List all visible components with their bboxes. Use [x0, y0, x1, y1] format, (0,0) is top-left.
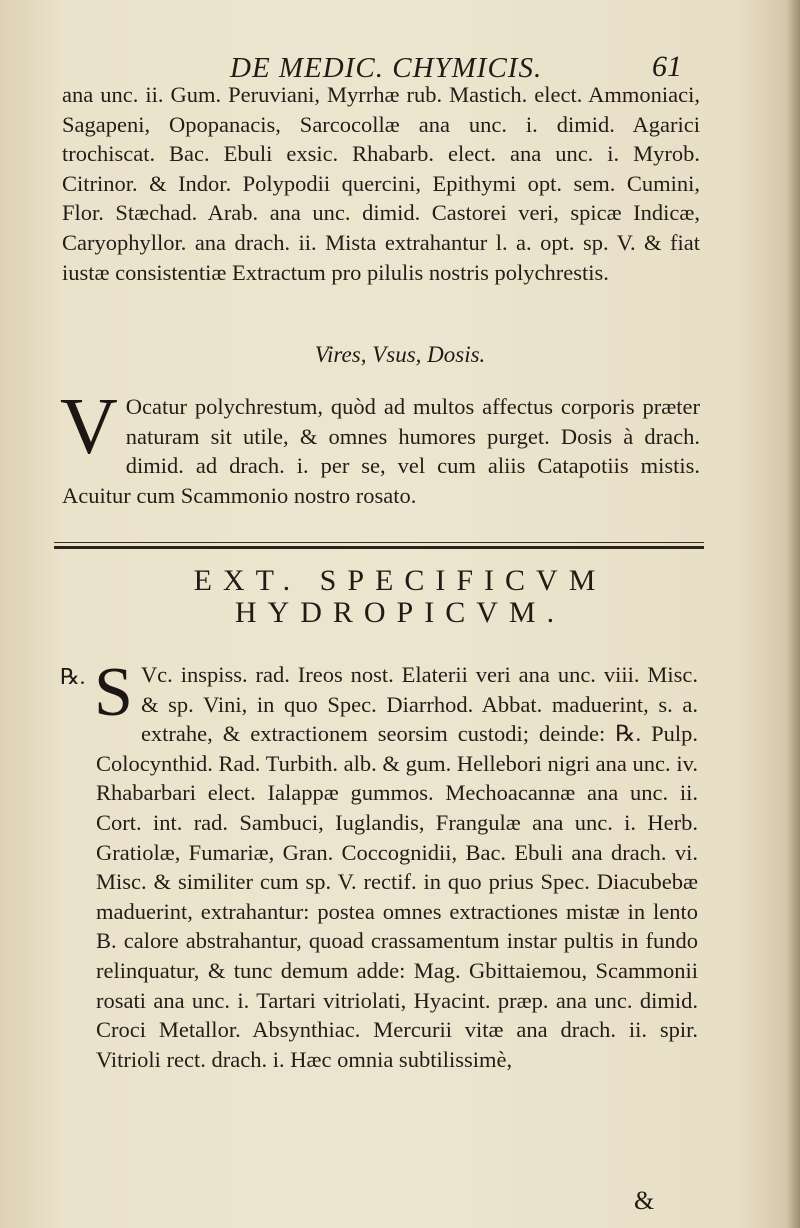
catchword: &: [634, 1186, 655, 1215]
divider-thin-line: [54, 542, 704, 543]
intro-text: ana unc. ii. Gum. Peruviani, Myrrhæ rub. Mastich. elect. Ammoniaci, Sagapeni, Opopanacis, Sarcocollæ ana unc. i. dimid. Agarici trochiscat. Bac. Ebuli exsic. Rhabarb. elect. ana unc. i. Myrob. Citrinor. & Indor. Polypodii quercini, Epithymi opt. sem. Cumini, Flor. Stæchad. Arab. ana unc. dimid. Castorei veri, spicæ Indicæ, Caryophyllor. ana drach. ii. Mista extrahantur l. a. opt. sp. V. & fiat iustæ consistentiæ Extractum pro pilulis nostris polychrestis.: [62, 82, 700, 285]
section-divider: [54, 542, 704, 549]
page-number: 61: [652, 50, 682, 83]
subheading: Vires, Vsus, Dosis.: [314, 342, 486, 367]
recipe-paragraph: [94, 654, 698, 1074]
recipe-symbol: ℞.: [60, 664, 86, 689]
intro-paragraph: [62, 80, 700, 287]
drop-cap: V: [60, 383, 118, 471]
vires-text: Ocatur polychrestum, quòd ad multos affectus corporis præter naturam sit utile, & omnes humores purget. Dosis à drach. dimid. ad drach. i. per se, vel cum aliis Catapotiis mistis. Acuitur cum Scammonio nostro rosato.: [62, 394, 700, 508]
section-title: [0, 565, 800, 629]
vires-paragraph: [60, 383, 700, 510]
section-title-line-1: EXT. SPECIFICVM: [193, 564, 607, 597]
running-head: DE MEDIC. CHYMICIS.: [230, 52, 543, 84]
section-title-line-2: HYDROPICVM.: [234, 596, 566, 629]
recipe-text: Vc. inspiss. rad. Ireos nost. Elaterii veri ana unc. viii. Misc. & sp. Vini, in quo Spec. Diarrhod. Abbat. maduerint, s. a. extrahe, & extractionem seorsim custodi; deinde: ℞. Pulp. Colocynthid. Rad. Turbith. alb. & gum. Hellebori nigri ana unc. iv. Rhabarbari elect. Ialappæ gummos. Mechoacannæ ana unc. ii. Cort. int. rad. Sambuci, Iuglandis, Frangulæ ana unc. i. Herb. Gratiolæ, Fumariæ, Gran. Coccognidii, Bac. Ebuli ana drach. vi. Misc. & similiter cum sp. V. rectif. in quo prius Spec. Diacubebæ maduerint, extrahantur: postea omnes extractiones mistæ in lento B. calore abstrahantur, quoad crassamentum instar pultis in fundo relinquatur, & tunc demum adde: Mag. Gbittaiemou, Scammonii rosati ana unc. i. Tartari vitriolati, Hyacint. præp. ana unc. dimid. Croci Metallor. Absynthiac. Mercurii vitæ ana drach. ii. spir. Vitrioli rect. drach. i. Hæc omnia subtilissimè,: [96, 662, 698, 1072]
drop-cap: S: [94, 654, 133, 731]
divider-thick-line: [54, 546, 704, 549]
